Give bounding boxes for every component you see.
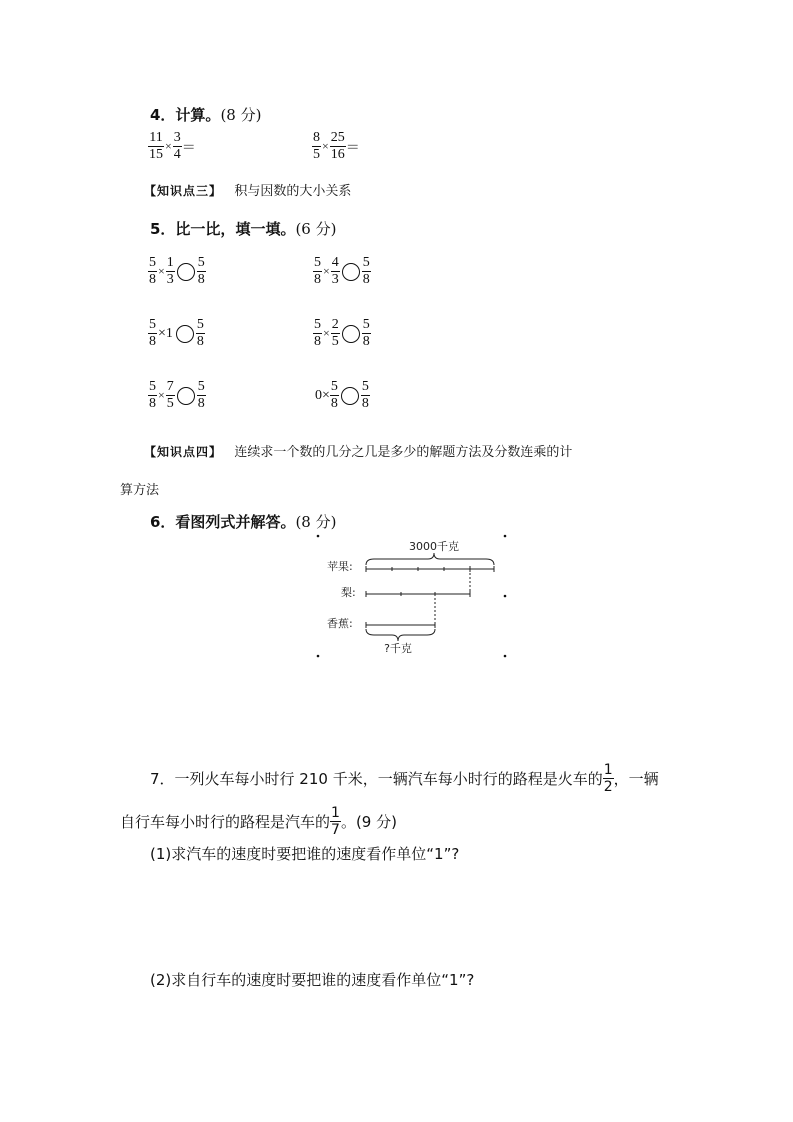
numerator: 5 (314, 255, 321, 270)
numerator: 5 (361, 379, 369, 394)
knowledge-text: 积与因数的大小关系 (234, 184, 352, 199)
numerator: 5 (149, 255, 156, 270)
fraction (330, 380, 339, 411)
q5-heading (150, 218, 336, 239)
operator: × (158, 388, 165, 402)
operator: × (158, 264, 165, 278)
knowledge-tag: 【知识点四】 (144, 445, 223, 459)
q6-title: 6．看图列式并解答。 (150, 513, 296, 531)
denominator: 16 (330, 147, 345, 162)
q7-line-2 (120, 806, 397, 837)
corner-dot (504, 535, 507, 538)
operator: × (323, 326, 330, 340)
q4-expr-1 (148, 131, 196, 162)
numerator: 5 (330, 379, 338, 394)
denominator: 5 (313, 147, 320, 162)
q7-sub-question-2: (2)求自行车的速度时要把谁的速度看作单位“1”? (150, 971, 475, 989)
line-segment-diagram (310, 528, 515, 663)
operator: × (165, 139, 172, 153)
operator: ×1 (158, 325, 173, 341)
q4-score: (8 分) (220, 106, 262, 124)
q4-title: 4．计算。 (150, 106, 221, 124)
compare-blank-circle[interactable] (177, 263, 195, 281)
fraction (166, 256, 175, 287)
fraction (362, 318, 371, 349)
row-label-apple: 苹果: (327, 560, 353, 573)
fraction (197, 256, 206, 287)
knowledge-text: 算方法 (120, 483, 160, 498)
equals-sign: ＝ (345, 140, 360, 156)
q5-item-5 (148, 380, 206, 411)
denominator: 3 (331, 272, 339, 287)
q5-title: 5．比一比，填一填。 (150, 220, 296, 238)
knowledge-point-4-cont (120, 479, 159, 498)
fraction (330, 806, 341, 837)
compare-blank-circle[interactable] (342, 325, 360, 343)
compare-blank-circle[interactable] (342, 263, 360, 281)
q4-heading (150, 104, 261, 125)
numerator: 2 (331, 317, 339, 332)
q5-score: (6 分) (295, 220, 337, 238)
q6-score: (8 分) (295, 513, 337, 531)
q5-item-1 (148, 256, 206, 287)
fraction (312, 131, 321, 162)
fraction (313, 318, 322, 349)
numerator: 5 (196, 317, 204, 332)
denominator: 8 (314, 272, 321, 287)
numerator: 1 (331, 805, 340, 821)
numerator: 4 (331, 255, 339, 270)
denominator: 8 (149, 272, 156, 287)
fraction (148, 318, 157, 349)
fraction (196, 318, 205, 349)
fraction (148, 256, 157, 287)
fraction (313, 256, 322, 287)
numerator: 1 (603, 762, 613, 778)
denominator: 8 (149, 334, 156, 349)
corner-dot (504, 655, 507, 658)
q5-item-3 (148, 318, 205, 349)
fraction (148, 380, 157, 411)
knowledge-point-4 (144, 441, 572, 460)
denominator: 8 (196, 334, 204, 349)
fraction (166, 380, 175, 411)
compare-blank-circle[interactable] (177, 387, 195, 405)
operator: × (322, 139, 329, 153)
numerator: 1 (166, 255, 174, 270)
numerator: 5 (362, 317, 370, 332)
q5-item-6 (315, 380, 370, 411)
row-label-pear: 梨: (341, 586, 356, 599)
bottom-quantity-label: ?千克 (384, 642, 412, 655)
q7-text: 自行车每小时行的路程是汽车的 (120, 813, 331, 831)
denominator: 5 (331, 334, 339, 349)
numerator: 8 (313, 130, 320, 145)
row-label-banana: 香蕉: (327, 617, 353, 630)
fraction (330, 131, 346, 162)
fraction (603, 763, 614, 794)
q4-expr-2 (312, 131, 360, 162)
denominator: 8 (197, 272, 205, 287)
compare-blank-circle[interactable] (176, 325, 194, 343)
numerator: 5 (149, 379, 156, 394)
numerator: 3 (173, 130, 181, 145)
numerator: 25 (330, 130, 345, 145)
q7-text: 7．一列火车每小时行 210 千米，一辆汽车每小时行的路程是火车的 (150, 770, 603, 788)
fraction (331, 256, 340, 287)
knowledge-text: 连续求一个数的几分之几是多少的解题方法及分数连乘的计 (234, 445, 573, 460)
fraction (331, 318, 340, 349)
knowledge-tag: 【知识点三】 (144, 184, 223, 198)
denominator: 8 (330, 396, 338, 411)
q7-text: 。(9 分) (340, 813, 397, 831)
q7-line-1 (150, 763, 659, 794)
denominator: 2 (603, 779, 613, 795)
operator: × (323, 264, 330, 278)
q5-item-4 (313, 318, 371, 349)
fraction (173, 131, 182, 162)
q5-item-2 (313, 256, 371, 287)
numerator: 5 (149, 317, 156, 332)
corner-dot (317, 655, 320, 658)
denominator: 3 (166, 272, 174, 287)
top-brace (366, 553, 494, 565)
numerator: 11 (149, 130, 163, 145)
numerator: 5 (362, 255, 370, 270)
denominator: 8 (362, 334, 370, 349)
denominator: 7 (331, 822, 340, 838)
corner-dot (504, 595, 507, 598)
top-quantity-label: 3000千克 (409, 540, 459, 553)
knowledge-point-3 (144, 180, 351, 199)
denominator: 4 (173, 147, 181, 162)
numerator: 7 (166, 379, 174, 394)
fraction (197, 380, 206, 411)
denominator: 8 (362, 272, 370, 287)
q7-text: ，一辆 (613, 770, 659, 788)
denominator: 8 (314, 334, 321, 349)
numerator: 5 (197, 255, 205, 270)
q7-sub-question-1: (1)求汽车的速度时要把谁的速度看作单位“1”? (150, 845, 460, 863)
denominator: 15 (149, 147, 163, 162)
numerator: 5 (197, 379, 205, 394)
fraction (362, 256, 371, 287)
operator: 0× (315, 387, 330, 403)
equals-sign: ＝ (181, 140, 196, 156)
compare-blank-circle[interactable] (341, 387, 359, 405)
denominator: 8 (361, 396, 369, 411)
corner-dot (317, 535, 320, 538)
numerator: 5 (314, 317, 321, 332)
fraction (148, 131, 164, 162)
fraction (361, 380, 370, 411)
bottom-brace (366, 629, 435, 641)
denominator: 8 (197, 396, 205, 411)
denominator: 8 (149, 396, 156, 411)
q6-heading (150, 511, 336, 532)
denominator: 5 (166, 396, 174, 411)
